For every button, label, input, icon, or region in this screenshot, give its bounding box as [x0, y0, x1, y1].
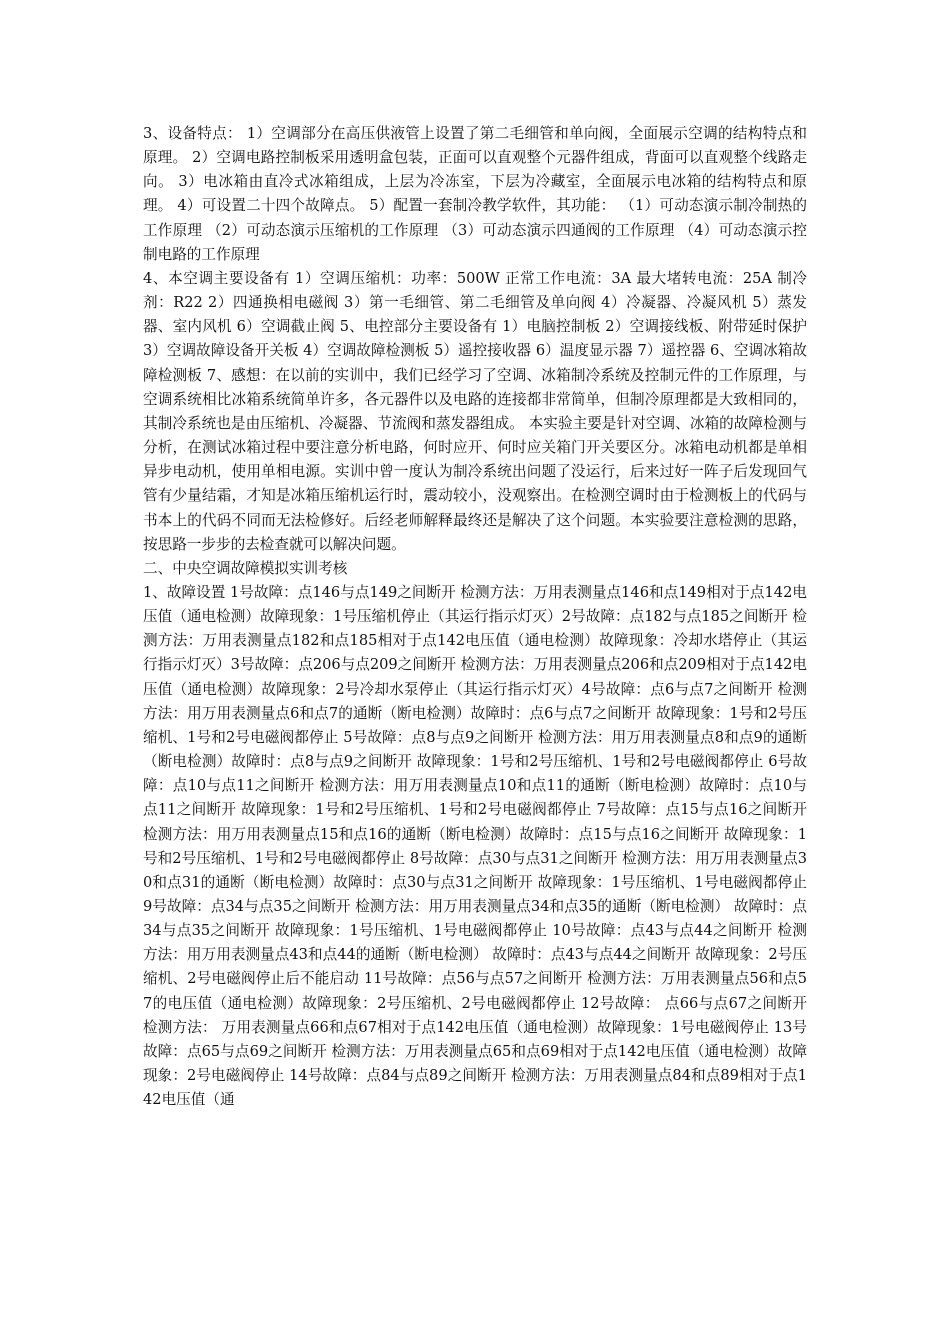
paragraph-fault-settings: 1、故障设置 1号故障：点146与点149之间断开 检测方法：万用表测量点146和点149相对于点142电压值（通电检测）故障现象：1号压缩机停止（其运行指示灯灭）2号故障：点182与点185之间断开 检测方法：万用表测量点182和点185相对于点142电压值（通电检测）故障现象：冷却水塔停止（其运行指示灯灭）3号故障：点206与点209之间断开 检测方法：万用表测量点206和点209相对于点142电压值（通电检测）故障现象：2号冷却水泵停止（其运行指示灯灭）4号故障：点6与点7之间断开 检测方法：用万用表测量点6和点7的通断（断电检测）故障时：点6与点7之间断开 故障现象：1号和2号压缩机、1号和2号电磁阀都停止 5号故障：点8与点9之间断开 检测方法：用万用表测量点8和点9的通断（断电检测）故障时：点8与点9之间断开 故障现象：1号和2号压缩机、1号和2号电磁阀都停止 6号故障：点10与点11之间断开 检测方法：用万用表测量点10和点11的通断（断电检测）故障时：点10与点11之间断开 故障现象：1号和2号压缩机、1号和2号电磁阀都停止 7号故障：点15与点16之间断开 检测方法：用万用表测量点15和点16的通断（断电检测）故障时：点15与点16之间断开 故障现象：1号和2号压缩机、1号和2号电磁阀都停止 8号故障：点30与点31之间断开 检测方法：用万用表测量点30和点31的通断（断电检测）故障时：点30与点31之间断开 故障现象：1号压缩机、1号电磁阀都停止 9号故障：点34与点35之间断开 检测方法：用万用表测量点34和点35的通断（断电检测） 故障时：点34与点35之间断开 故障现象：1号压缩机、1号电磁阀都停止 10号故障：点43与点44之间断开 检测方法：用万用表测量点43和点44的通断（断电检测） 故障时：点43与点44之间断开 故障现象：2号压缩机、2号电磁阀停止后不能启动 11号故障：点56与点57之间断开 检测方法：万用表测量点56和点57的电压值（通电检测）故障现象：2号压缩机、2号电磁阀都停止 12号故障： 点66与点67之间断开 检测方法： 万用表测量点66和点67相对于点142电压值（通电检测）故障现象：1号电磁阀停止 13号故障：点65与点69之间断开 检测方法：万用表测量点65和点69相对于点142电压值（通电检测）故障现象：2号电磁阀停止 14号故障：点84与点89之间断开 检测方法：万用表测量点84和点89相对于点142电压值（通: [143, 583, 807, 1109]
section-heading: 二、中央空调故障模拟实训考核: [143, 559, 348, 577]
paragraph-main-equipment-and-reflections: 4、本空调主要设备有 1）空调压缩机：功率：500W 正常工作电流：3A 最大堵转电流：25A 制冷剂：R22 2）四通换相电磁阀 3）第一毛细管、第二毛细管及单向阀 4）冷凝器、冷凝风机 5）蒸发器、室内风机 6）空调截止阀 5、电控部分主要设备有 1）电脑控制板 2）空调接线板、附带延时保护 3）空调故障设备开关板 4）空调故障检测板 5）遥控接收器 6）温度显示器 7）遥控器 6、空调冰箱故障检测板 7、感想：在以前的实训中，我们已经学习了空调、冰箱制冷系统及控制元件的工作原理，与空调系统相比冰箱系统简单许多，各元器件以及电路的连接都非常简单，但制冷原理都是大致相同的，其制冷系统也是由压缩机、冷凝器、节流阀和蒸发器组成。 本实验主要是针对空调、冰箱的故障检测与分析，在测试冰箱过程中要注意分析电路，何时应开、何时应关箱门开关要区分。冰箱电动机都是单相异步电动机，使用单相电源。实训中曾一度认为制冷系统出问题了没运行，后来过好一阵子后发现回气管有少量结霜，才知是冰箱压缩机运行时，震动较小，没观察出。在检测空调时由于检测板上的代码与书本上的代码不同而无法检修好。后经老师解释最终还是解决了这个问题。本实验要注意检测的思路，按思路一步步的去检查就可以解决问题。: [143, 269, 807, 553]
document-body: [143, 122, 807, 1112]
paragraph-equipment-features: 3、设备特点： 1）空调部分在高压供液管上设置了第二毛细管和单向阀，全面展示空调的结构特点和原理。 2）空调电路控制板采用透明盒包装，正面可以直观整个元器件组成，背面可以直观整个线路走向。 3）电冰箱由直冷式冰箱组成，上层为冷冻室，下层为冷藏室，全面展示电冰箱的结构特点和原理。 4）可设置二十四个故障点。 5）配置一套制冷教学软件，其功能： （1）可动态演示制冷制热的工作原理 （2）可动态演示压缩机的工作原理 （3）可动态演示四通阀的工作原理 （4）可动态演示控制电路的工作原理: [143, 125, 807, 263]
